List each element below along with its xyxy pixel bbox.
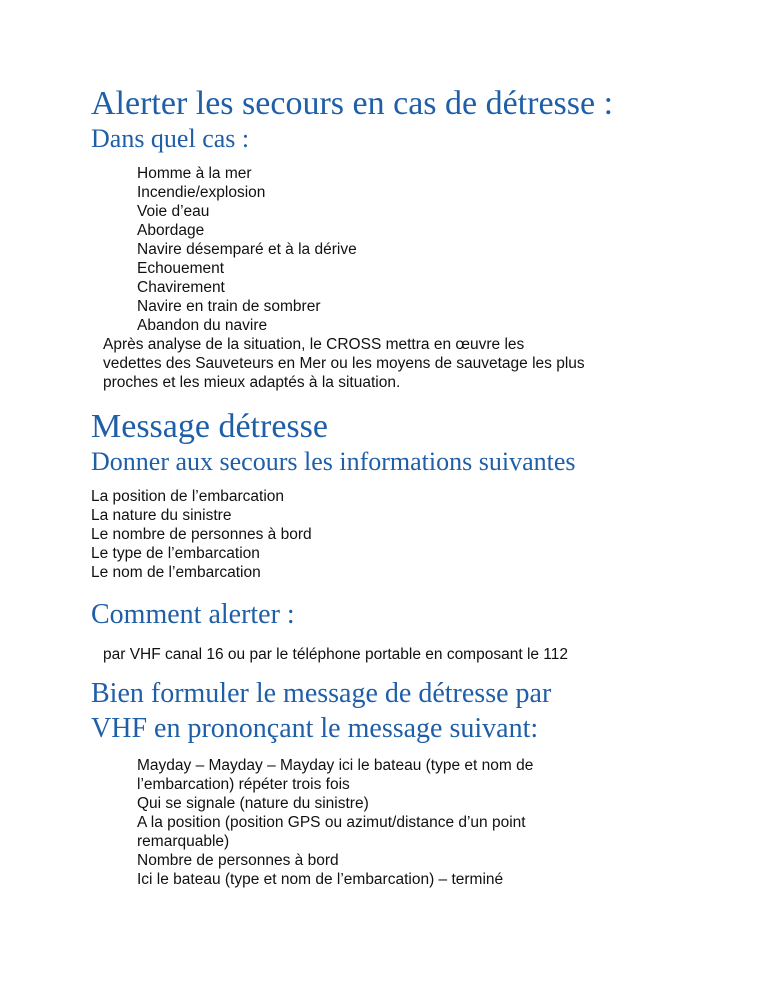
message-line: Ici le bateau (type et nom de l’embarcation) – terminé: [137, 871, 504, 888]
list-item: Navire en train de sombrer: [137, 298, 321, 315]
list-item: Homme à la mer: [137, 165, 252, 182]
message-line: remarquable): [137, 833, 230, 850]
cases-list: [137, 164, 357, 335]
list-item: Le nom de l’embarcation: [91, 564, 261, 581]
list-item: Abandon du navire: [137, 317, 268, 334]
note-line: Après analyse de la situation, le CROSS mettra en œuvre les: [103, 336, 525, 353]
list-item: Incendie/explosion: [137, 184, 266, 201]
vhf-message: [137, 756, 533, 889]
message-title: Message détresse: [91, 408, 328, 445]
list-item: Abordage: [137, 222, 205, 239]
vhf-title-line2: VHF en prononçant le message suivant:: [91, 713, 539, 744]
info-list: [91, 487, 312, 582]
message-line: Nombre de personnes à bord: [137, 852, 339, 869]
message-line: Qui se signale (nature du sinistre): [137, 795, 369, 812]
list-item: La position de l’embarcation: [91, 488, 285, 505]
list-item: Navire désemparé et à la dérive: [137, 241, 357, 258]
message-line: A la position (position GPS ou azimut/distance d’un point: [137, 814, 526, 831]
how-title: Comment alerter :: [91, 599, 295, 630]
message-line: Mayday – Mayday – Mayday ici le bateau (type et nom de: [137, 757, 534, 774]
list-item: Voie d’eau: [137, 203, 210, 220]
note-line: proches et les mieux adaptés à la situation.: [103, 374, 401, 391]
list-item: Le nombre de personnes à bord: [91, 526, 312, 543]
vhf-title-line1: Bien formuler le message de détresse par: [91, 678, 552, 709]
how-text: par VHF canal 16 ou par le téléphone portable en composant le 112: [103, 646, 569, 663]
list-item: Le type de l’embarcation: [91, 545, 260, 562]
note-line: vedettes des Sauveteurs en Mer ou les moyens de sauvetage les plus: [103, 355, 585, 372]
cross-note: [103, 335, 585, 392]
alert-subtitle: Dans quel cas :: [91, 124, 250, 153]
list-item: Chavirement: [137, 279, 225, 296]
list-item: La nature du sinistre: [91, 507, 232, 524]
alert-title: Alerter les secours en cas de détresse :: [91, 85, 614, 122]
list-item: Echouement: [137, 260, 225, 277]
message-subtitle: Donner aux secours les informations suivantes: [91, 447, 576, 476]
message-line: l’embarcation) répéter trois fois: [137, 776, 350, 793]
